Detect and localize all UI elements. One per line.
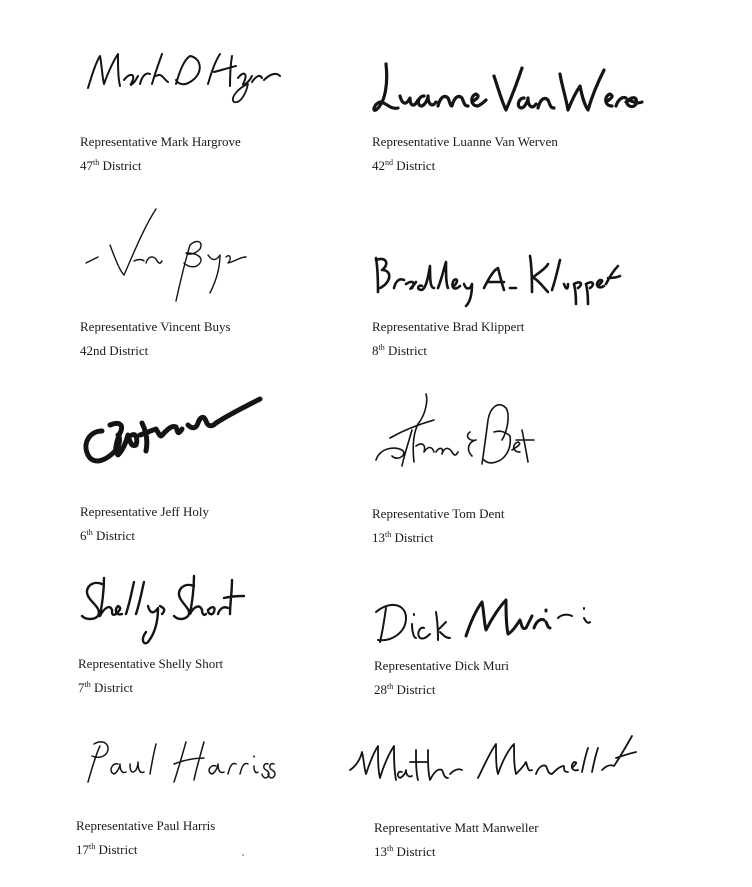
representative-name: Representative Brad Klippert: [372, 319, 525, 334]
district-label: 42nd District: [372, 158, 436, 173]
district-label: 28th District: [374, 682, 436, 697]
representative-name: Representative Luanne Van Werven: [372, 134, 558, 149]
representative-name: Representative Mark Hargrove: [80, 134, 241, 149]
district-label: 47th District: [80, 158, 142, 173]
handwritten-signature-dick-muri: [372, 588, 602, 658]
handwritten-signature-shelly-short: [78, 570, 248, 650]
handwritten-signature-matt-manweller: [346, 730, 646, 790]
handwritten-signature-luanne-van-werven: [372, 40, 642, 120]
district-label: 13th District: [372, 530, 434, 545]
representative-name: Representative Shelly Short: [78, 656, 224, 671]
handwritten-signature-paul-harris: [76, 730, 296, 790]
representative-name: Representative Paul Harris: [76, 818, 216, 833]
district-label: 7th District: [78, 680, 133, 695]
district-label: 17th District: [76, 842, 138, 857]
district-label: 42nd District: [80, 343, 149, 358]
representative-name: Representative Matt Manweller: [374, 820, 539, 835]
representative-name: Representative Jeff Holy: [80, 504, 209, 519]
handwritten-signature-vincent-buys: [80, 205, 260, 315]
representative-name: Representative Tom Dent: [372, 506, 505, 521]
handwritten-signature-tom-dent: [372, 390, 552, 480]
handwritten-signature-mark-hargrove: [80, 40, 280, 110]
district-label: 8th District: [372, 343, 427, 358]
handwritten-signature-jeff-holy: [80, 395, 270, 475]
representative-name: Representative Dick Muri: [374, 658, 510, 673]
representative-name: Representative Vincent Buys: [80, 319, 231, 334]
district-label: 13th District: [374, 844, 436, 859]
district-label: 6th District: [80, 528, 135, 543]
scan-speck: [242, 854, 244, 856]
handwritten-signature-brad-klippert: [372, 248, 622, 308]
